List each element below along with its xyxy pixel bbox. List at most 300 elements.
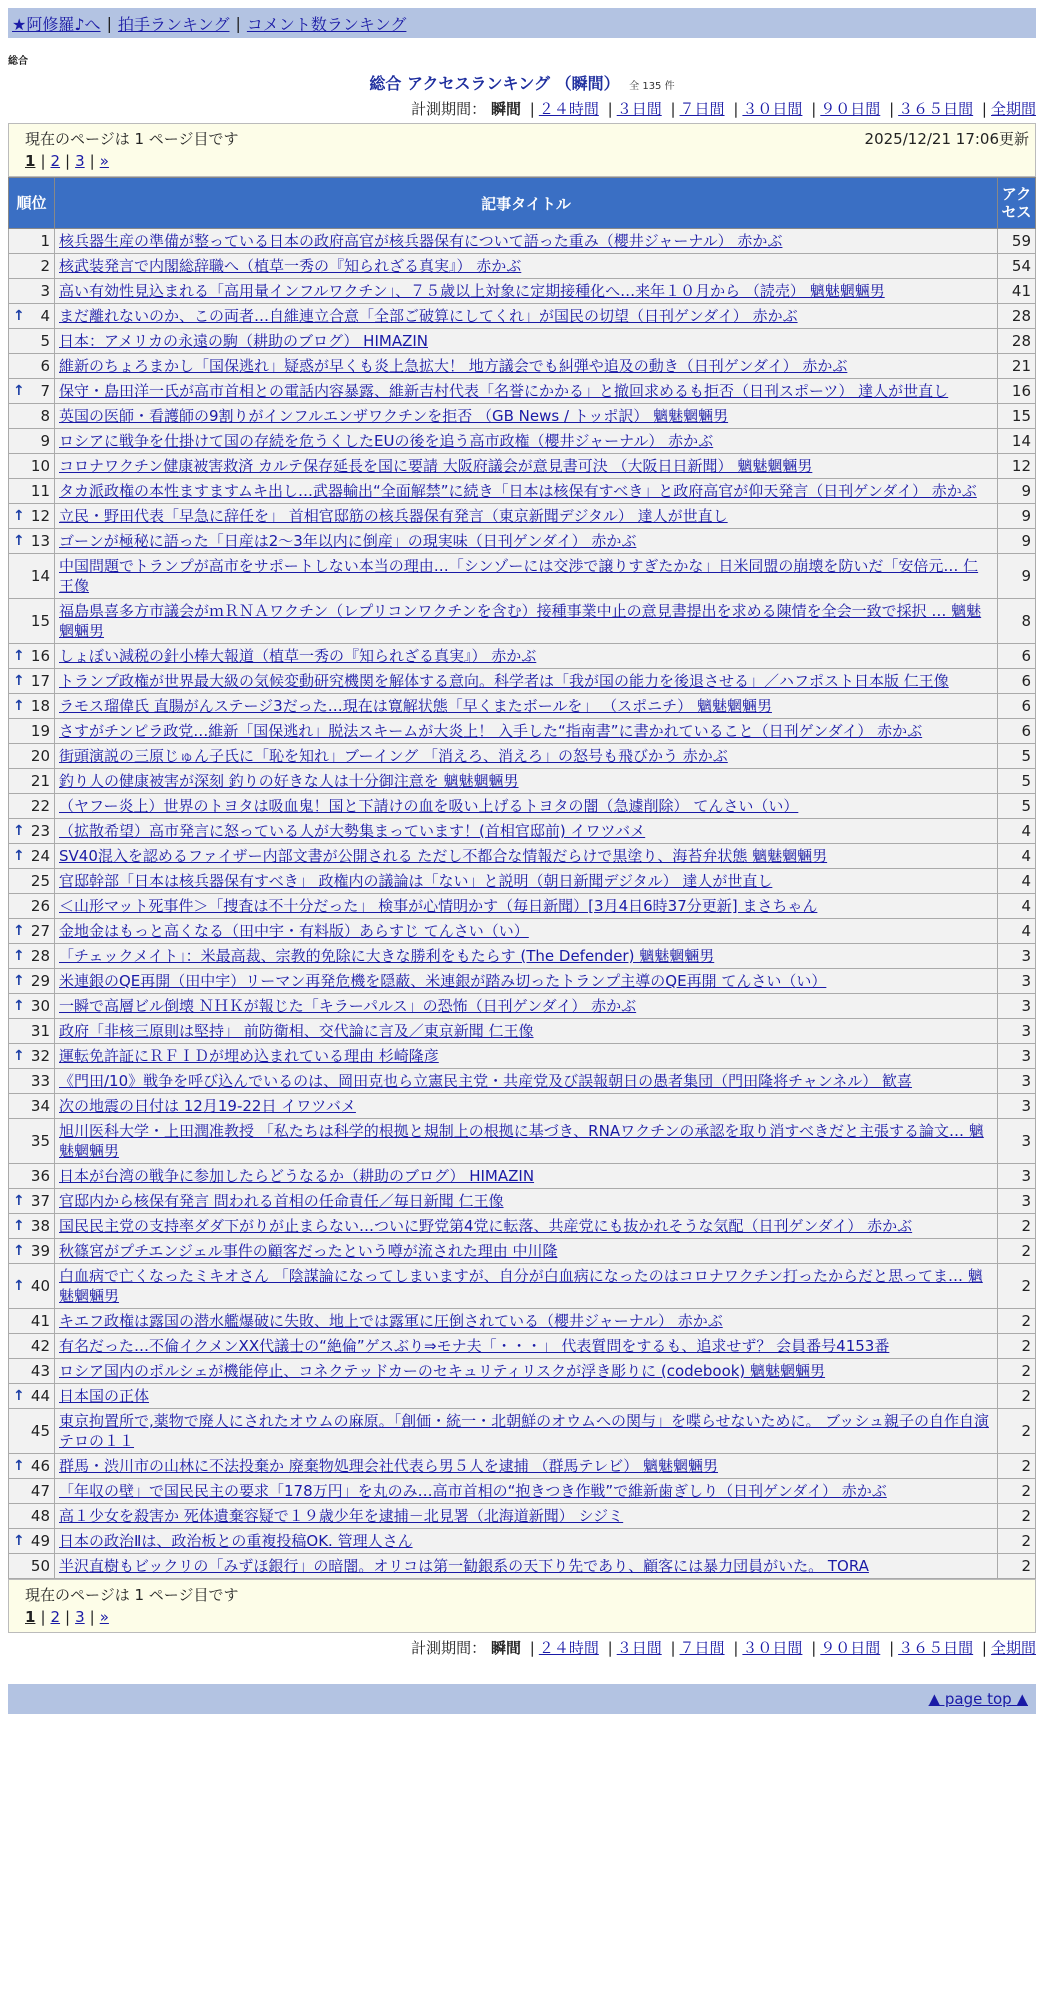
rank-cell	[9, 1529, 55, 1554]
rank-number: 30	[30, 997, 50, 1015]
up-arrow-icon: ↑	[13, 1278, 25, 1294]
rank-cell	[9, 1189, 55, 1214]
rank-number: 29	[30, 972, 50, 990]
rank-number: 36	[30, 1167, 50, 1185]
rank-cell	[9, 944, 55, 969]
article-link[interactable]: 米連銀のQE再開（田中宇）リーマン再発危機を隠蔽、米連銀が踏み切ったトランプ主導のQE再開 てんさい（い）	[59, 972, 827, 990]
title-cell	[55, 744, 998, 769]
access-count: 3	[998, 1044, 1036, 1069]
rank-cell	[9, 1069, 55, 1094]
title-cell	[55, 719, 998, 744]
article-link[interactable]: 釣り人の健康被害が深刻 釣りの好きな人は十分御注意を 魑魅魍魎男	[59, 772, 519, 790]
access-count: 3	[998, 1189, 1036, 1214]
rank-number: 33	[30, 1072, 50, 1090]
period-label-bottom: 計測期間：	[411, 1639, 487, 1657]
table-row	[9, 1309, 1036, 1334]
period-link-30d[interactable]: ３０日間	[742, 100, 803, 118]
page-link-3[interactable]: 3	[75, 152, 85, 170]
access-count: 4	[998, 869, 1036, 894]
rank-number: 49	[30, 1532, 50, 1550]
title-cell	[55, 694, 998, 719]
article-link[interactable]: 政府「非核三原則は堅持」 前防衛相、交代論に言及／東京新聞 仁王像	[59, 1022, 534, 1040]
title-cell	[55, 1309, 998, 1334]
rank-number: 48	[30, 1507, 50, 1525]
access-count: 6	[998, 694, 1036, 719]
access-count: 14	[998, 429, 1036, 454]
up-arrow-icon: ↑	[13, 848, 25, 864]
table-row	[9, 599, 1036, 644]
article-link[interactable]: 金地金はもっと高くなる（田中宇・有料版）あらすじ てんさい（い）	[59, 922, 529, 940]
access-count: 3	[998, 1019, 1036, 1044]
page-link-3-bottom[interactable]: 3	[75, 1608, 85, 1626]
rank-cell	[9, 819, 55, 844]
rank-number: 11	[30, 482, 50, 500]
table-row	[9, 529, 1036, 554]
title-cell	[55, 429, 998, 454]
period-link-30d-bottom[interactable]: ３０日間	[742, 1639, 803, 1657]
table-row	[9, 1069, 1036, 1094]
up-arrow-icon: ↑	[13, 383, 25, 399]
rank-number: 15	[30, 612, 50, 630]
rank-cell	[9, 994, 55, 1019]
access-count: 5	[998, 794, 1036, 819]
rank-cell	[9, 1119, 55, 1164]
rank-number: 42	[30, 1337, 50, 1355]
title-cell	[55, 1409, 998, 1454]
rank-cell	[9, 1334, 55, 1359]
period-link-90d-bottom[interactable]: ９０日間	[820, 1639, 881, 1657]
period-link-7d[interactable]: ７日間	[679, 100, 725, 118]
article-link[interactable]: 英国の医師・看護師の9割りがインフルエンザワクチンを拒否 （GB News / トッポ訳） 魑魅魍魎男	[59, 407, 729, 425]
access-count: 28	[998, 329, 1036, 354]
rank-number: 8	[40, 407, 50, 425]
rank-cell	[9, 919, 55, 944]
rank-cell	[9, 794, 55, 819]
article-link[interactable]: 官邸幹部「日本は核兵器保有すべき」 政権内の議論は「ない」と説明（朝日新聞デジタル） 達人が世直し	[59, 872, 773, 890]
article-link[interactable]: しょぼい減税の針小棒大報道（植草一秀の『知られざる真実』） 赤かぶ	[59, 647, 537, 665]
rank-number: 28	[30, 947, 50, 965]
top-nav-bar	[8, 8, 1036, 38]
access-count: 16	[998, 379, 1036, 404]
ranking-title-block	[0, 71, 1044, 94]
article-link[interactable]: 日本：アメリカの永遠の駒（耕助のブログ） HIMAZIN	[59, 332, 428, 350]
table-row	[9, 1239, 1036, 1264]
access-count: 59	[998, 229, 1036, 254]
rank-number: 37	[30, 1192, 50, 1210]
up-arrow-icon: ↑	[13, 1388, 25, 1404]
rank-number: 26	[30, 897, 50, 915]
table-row	[9, 354, 1036, 379]
title-cell	[55, 1359, 998, 1384]
access-count: 4	[998, 894, 1036, 919]
nav-link-comment-ranking[interactable]: コメント数ランキング	[246, 14, 407, 34]
article-link[interactable]: 福島県喜多方市議会がｍＲＮＡワクチン（レプリコンワクチンを含む）接種事業中止の意見書提出を求める陳情を全会一致で採択 … 魑魅魍魎男	[59, 602, 982, 640]
article-link[interactable]: （ヤフー炎上）世界のトヨタは吸血鬼！国と下請けの血を吸い上げるトヨタの闇（急遽削除） てんさい（い）	[59, 797, 799, 815]
rank-number: 7	[40, 382, 50, 400]
rank-cell	[9, 304, 55, 329]
title-cell	[55, 1504, 998, 1529]
access-count: 2	[998, 1409, 1036, 1454]
table-row	[9, 1264, 1036, 1309]
article-link[interactable]: 国民民主党の支持率ダダ下がりが止まらない…ついに野党第4党に転落、共産党にも抜かれそうな気配（日刊ゲンダイ） 赤かぶ	[59, 1217, 913, 1235]
access-count: 2	[998, 1309, 1036, 1334]
rank-cell	[9, 719, 55, 744]
access-count: 6	[998, 644, 1036, 669]
rank-cell	[9, 529, 55, 554]
article-link[interactable]: （拡散希望）高市発言に怒っている人が大勢集まっています！(首相官邸前) イワツバメ	[59, 822, 646, 840]
table-row	[9, 669, 1036, 694]
access-count: 6	[998, 669, 1036, 694]
table-row	[9, 479, 1036, 504]
rank-number: 22	[30, 797, 50, 815]
title-cell	[55, 944, 998, 969]
title-cell	[55, 254, 998, 279]
access-count: 3	[998, 1069, 1036, 1094]
ranking-title: 総合 アクセスランキング （瞬間）	[369, 74, 620, 93]
title-cell	[55, 919, 998, 944]
rank-number: 4	[40, 307, 50, 325]
access-count: 2	[998, 1529, 1036, 1554]
up-arrow-icon: ↑	[13, 508, 25, 524]
rank-number: 17	[30, 672, 50, 690]
up-arrow-icon: ↑	[13, 973, 25, 989]
rank-number: 35	[30, 1132, 50, 1150]
up-arrow-icon: ↑	[13, 648, 25, 664]
table-row	[9, 944, 1036, 969]
article-link[interactable]: 高１少女を殺害か 死体遺棄容疑で１９歳少年を逮捕－北見署（北海道新聞） シジミ	[59, 1507, 624, 1525]
table-row	[9, 1479, 1036, 1504]
rank-cell	[9, 1504, 55, 1529]
title-cell	[55, 844, 998, 869]
page-top-link[interactable]: ▲ page top ▲	[928, 1690, 1028, 1708]
title-cell	[55, 404, 998, 429]
access-count: 3	[998, 1119, 1036, 1164]
access-count: 3	[998, 1164, 1036, 1189]
article-link[interactable]: 次の地震の日付は 12月19-22日 イワツバメ	[59, 1097, 356, 1115]
title-cell	[55, 1069, 998, 1094]
rank-cell	[9, 669, 55, 694]
rank-cell	[9, 554, 55, 599]
pager-bottom: 現在のページは 1 ページ目です 1 | 2 | 3 | »	[8, 1579, 1036, 1633]
rank-number: 23	[30, 822, 50, 840]
rank-number: 14	[30, 567, 50, 585]
title-cell	[55, 794, 998, 819]
rank-number: 12	[30, 507, 50, 525]
article-link[interactable]: 旭川医科大学・上田潤准教授 「私たちは科学的根拠と規制上の根拠に基づき、RNAワクチンの承認を取り消すべきだと主張する論文… 魑魅魍魎男	[59, 1122, 984, 1160]
access-count: 2	[998, 1214, 1036, 1239]
title-cell	[55, 454, 998, 479]
rank-cell	[9, 354, 55, 379]
article-link[interactable]: 運転免許証にＲＦＩＤが埋め込まれている理由 杉崎隆彦	[59, 1047, 439, 1065]
rank-cell	[9, 1264, 55, 1309]
period-link-90d[interactable]: ９０日間	[820, 100, 881, 118]
article-link[interactable]: ロシアに戦争を仕掛けて国の存続を危うくしたEUの後を追う高市政権（櫻井ジャーナル） 赤かぶ	[59, 432, 714, 450]
page-status: 現在のページは 1 ページ目です	[25, 129, 239, 148]
article-link[interactable]: 秋篠宮がプチエンジェル事件の顧客だったという噂が流された理由 中川隆	[59, 1242, 558, 1260]
period-link-365d[interactable]: ３６５日間	[898, 100, 974, 118]
rank-cell	[9, 1309, 55, 1334]
title-cell	[55, 1334, 998, 1359]
rank-number: 1	[40, 232, 50, 250]
table-row	[9, 1189, 1036, 1214]
page-status-bottom: 現在のページは 1 ページ目です	[25, 1585, 239, 1604]
access-count: 41	[998, 279, 1036, 304]
article-link[interactable]: 日本国の正体	[59, 1387, 150, 1405]
rank-number: 39	[30, 1242, 50, 1260]
up-arrow-icon: ↑	[13, 1193, 25, 1209]
access-count: 2	[998, 1334, 1036, 1359]
access-count: 12	[998, 454, 1036, 479]
article-link[interactable]: 一瞬で高層ビル倒壊 ＮＨＫが報じた「キラーパルス」の恐怖（日刊ゲンダイ） 赤かぶ	[59, 997, 637, 1015]
updated-time: 2025/12/21 17:06更新	[864, 129, 1029, 148]
article-link[interactable]: 立民・野田代表「早急に辞任を」 首相官邸筋の核兵器保有発言（東京新聞デジタル） 達人が世直し	[59, 507, 728, 525]
rank-number: 40	[30, 1277, 50, 1295]
rank-cell	[9, 429, 55, 454]
rank-number: 34	[30, 1097, 50, 1115]
rank-cell	[9, 404, 55, 429]
table-row	[9, 404, 1036, 429]
period-link-24h-bottom[interactable]: ２４時間	[538, 1639, 599, 1657]
access-count: 2	[998, 1264, 1036, 1309]
period-selector-top: 計測期間： 瞬間 | ２４時間 | ３日間 | ７日間 | ３０日間 | ９０日間 | ３６５日間 | 全期間	[411, 100, 1036, 118]
up-arrow-icon: ↑	[13, 1533, 25, 1549]
period-link-all-bottom[interactable]: 全期間	[990, 1639, 1036, 1657]
period-link-365d-bottom[interactable]: ３６５日間	[898, 1639, 974, 1657]
nav-separator: |	[106, 13, 112, 33]
table-row	[9, 254, 1036, 279]
article-link[interactable]: 日本の政治Ⅱは、政治板との重複投稿OK. 管理人さん	[59, 1532, 413, 1550]
header-access: アクセス	[998, 178, 1036, 229]
rank-cell	[9, 329, 55, 354]
period-selector-bottom: 計測期間： 瞬間 | ２４時間 | ３日間 | ７日間 | ３０日間 | ９０日間 | ３６５日間 | 全期間	[411, 1639, 1036, 1657]
title-cell	[55, 769, 998, 794]
title-cell	[55, 279, 998, 304]
access-count: 3	[998, 994, 1036, 1019]
article-link[interactable]: SV40混入を認めるファイザー内部文書が公開される ただし不都合な情報だらけで黒塗り、海苔弁状態 魑魅魍魎男	[59, 847, 828, 865]
rank-number: 41	[30, 1312, 50, 1330]
rank-number: 43	[30, 1362, 50, 1380]
article-link[interactable]: ロシア国内のポルシェが機能停止、コネクテッドカーのセキュリティリスクが浮き彫りに (codebook) 魑魅魍魎男	[59, 1362, 826, 1380]
access-count: 9	[998, 479, 1036, 504]
table-row	[9, 554, 1036, 599]
rank-number: 25	[30, 872, 50, 890]
table-row	[9, 1529, 1036, 1554]
access-count: 6	[998, 719, 1036, 744]
table-row	[9, 694, 1036, 719]
rank-number: 16	[30, 647, 50, 665]
rank-cell	[9, 1384, 55, 1409]
access-count: 2	[998, 1454, 1036, 1479]
rank-cell	[9, 1019, 55, 1044]
rank-cell	[9, 504, 55, 529]
ranking-table	[8, 177, 1036, 1579]
title-cell	[55, 379, 998, 404]
access-count: 2	[998, 1239, 1036, 1264]
access-count: 3	[998, 969, 1036, 994]
rank-cell	[9, 1164, 55, 1189]
table-row	[9, 429, 1036, 454]
ranking-count: 全 135 件	[629, 81, 675, 92]
table-row	[9, 969, 1036, 994]
table-row	[9, 1044, 1036, 1069]
article-link[interactable]: 有名だった…不倫イクメンXX代議士の“絶倫”ゲスぶり⇒モナ夫「・・・」 代表質問をするも、追求せず？ 会員番号4153番	[59, 1337, 890, 1355]
up-arrow-icon: ↑	[13, 923, 25, 939]
table-row	[9, 1164, 1036, 1189]
period-link-3d-bottom[interactable]: ３日間	[616, 1639, 662, 1657]
title-cell	[55, 1214, 998, 1239]
access-count: 3	[998, 944, 1036, 969]
title-cell	[55, 504, 998, 529]
access-count: 5	[998, 769, 1036, 794]
title-cell	[55, 599, 998, 644]
access-count: 9	[998, 504, 1036, 529]
period-current-bottom: 瞬間	[490, 1639, 521, 1657]
rank-number: 32	[30, 1047, 50, 1065]
article-link[interactable]: ＜山形マット死事件＞「捜査は不十分だった」 検事が心情明かす（毎日新聞）[3月4日6時37分更新] まさちゃん	[59, 897, 818, 915]
page-link-2[interactable]: 2	[50, 152, 61, 170]
access-count: 9	[998, 529, 1036, 554]
rank-cell	[9, 479, 55, 504]
article-link[interactable]: まだ離れないのか、この両者…自維連立合意「全部ご破算にしてくれ」が国民の切望（日刊ゲンダイ） 赤かぶ	[59, 307, 798, 325]
title-cell	[55, 1384, 998, 1409]
article-link[interactable]: タカ派政権の本性ますますムキ出し…武器輸出“全面解禁”に続き「日本は核保有すべき」と政府高官が仰天発言（日刊ゲンダイ） 赤かぶ	[59, 482, 977, 500]
rank-number: 10	[30, 457, 50, 475]
page-link-next-bottom[interactable]: »	[99, 1608, 109, 1626]
article-link[interactable]: ゴーンが極秘に語った「日産は2～3年以内に倒産」の現実味（日刊ゲンダイ） 赤かぶ	[59, 532, 637, 550]
title-cell	[55, 994, 998, 1019]
nav-link-clap-ranking[interactable]: 拍手ランキング	[117, 14, 230, 34]
article-link[interactable]: 官邸内から核保有発言 問われる首相の任命責任／毎日新聞 仁王像	[59, 1192, 504, 1210]
article-link[interactable]: 《門田/10》戦争を呼び込んでいるのは、岡田克也ら立憲民主党・共産党及び誤報朝日の愚者集団（門田隆将チャンネル） 歓喜	[59, 1072, 913, 1090]
up-arrow-icon: ↑	[13, 698, 25, 714]
nav-separator: |	[235, 13, 241, 33]
rank-number: 27	[30, 922, 50, 940]
article-link[interactable]: 高い有効性見込まれる「高用量インフルワクチン」、７５歳以上対象に定期接種化へ…来年１０月から （読売） 魑魅魍魎男	[59, 282, 885, 300]
article-link[interactable]: 「チェックメイト」：米最高裁、宗教的免除に大きな勝利をもたらす (The Defender) 魑魅魍魎男	[59, 947, 715, 965]
rank-cell	[9, 279, 55, 304]
up-arrow-icon: ↑	[13, 308, 25, 324]
title-cell	[55, 1019, 998, 1044]
article-link[interactable]: 核武装発言で内閣総辞職へ（植草一秀の『知られざる真実』） 赤かぶ	[59, 257, 522, 275]
table-row	[9, 719, 1036, 744]
article-link[interactable]: コロナワクチン健康被害救済 カルテ保存延長を国に要請 大阪府議会が意見書可決 （大阪日日新聞） 魑魅魍魎男	[59, 457, 813, 475]
table-row	[9, 1334, 1036, 1359]
header-rank: 順位	[9, 178, 55, 229]
rank-cell	[9, 254, 55, 279]
period-link-24h[interactable]: ２４時間	[538, 100, 599, 118]
article-link[interactable]: さすがチンピラ政党…維新「国保逃れ」脱法スキームが大炎上！ 入手した“指南書”に書かれていること（日刊ゲンダイ） 赤かぶ	[59, 722, 923, 740]
page-current: 1	[25, 152, 36, 170]
title-cell	[55, 1264, 998, 1309]
access-count: 8	[998, 599, 1036, 644]
rank-number: 19	[30, 722, 50, 740]
page-link-2-bottom[interactable]: 2	[50, 1608, 61, 1626]
article-link[interactable]: トランプ政権が世界最大級の気候変動研究機関を解体する意向。科学者は「我が国の能力を後退させる」／ハフポスト日本版 仁王像	[59, 672, 949, 690]
access-count: 28	[998, 304, 1036, 329]
article-link[interactable]: キエフ政権は露国の潜水艦爆破に失敗、地上では露軍に圧倒されている（櫻井ジャーナル） 赤かぶ	[59, 1312, 723, 1330]
rank-number: 9	[40, 432, 50, 450]
article-link[interactable]: 白血病で亡くなったミキオさん 「陰謀論になってしまいますが、自分が白血病になったのはコロナワクチン打ったからだと思ってま… 魑魅魍魎男	[59, 1267, 983, 1305]
article-link[interactable]: 核兵器生産の準備が整っている日本の政府高官が核兵器保有について語った重み（櫻井ジャーナル） 赤かぶ	[59, 232, 783, 250]
ranking-table-body	[9, 229, 1036, 1579]
table-row	[9, 1504, 1036, 1529]
title-cell	[55, 1119, 998, 1164]
access-count: 2	[998, 1504, 1036, 1529]
rank-number: 45	[30, 1422, 50, 1440]
nav-link-ashura[interactable]: ★阿修羅♪へ	[12, 14, 101, 34]
title-cell	[55, 1479, 998, 1504]
pager-top: 現在のページは 1 ページ目です 2025/12/21 17:06更新 1 | 2 | 3 | »	[8, 123, 1036, 177]
section-label: 総合	[8, 56, 28, 67]
bottom-bar	[8, 1684, 1036, 1714]
article-link[interactable]: 東京拘置所で,薬物で廃人にされたオウムの麻原。「創価・統一・北朝鮮のオウムへの関与」を喋らせないために。 ブッシュ親子の自作自演テロの１１	[59, 1412, 989, 1450]
up-arrow-icon: ↑	[13, 1048, 25, 1064]
rank-cell	[9, 1239, 55, 1264]
table-row	[9, 869, 1036, 894]
table-row	[9, 504, 1036, 529]
title-cell	[55, 479, 998, 504]
article-link[interactable]: 「年収の壁」で国民民主の要求「178万円」を丸のみ…高市首相の“抱きつき作戦”で維新歯ぎしり（日刊ゲンダイ） 赤かぶ	[59, 1482, 887, 1500]
article-link[interactable]: ラモス瑠偉氏 直腸がんステージ3だった…現在は寛解状態「早くまたボールを」 （スポニチ） 魑魅魍魎男	[59, 697, 772, 715]
article-link[interactable]: 保守・島田洋一氏が高市首相との電話内容暴露、維新吉村代表「名誉にかかる」と撤回求めるも拒否（日刊スポーツ） 達人が世直し	[59, 382, 949, 400]
access-count: 15	[998, 404, 1036, 429]
rank-cell	[9, 1214, 55, 1239]
table-row	[9, 454, 1036, 479]
rank-number: 3	[40, 282, 50, 300]
rank-cell	[9, 1554, 55, 1579]
rank-cell	[9, 599, 55, 644]
title-cell	[55, 644, 998, 669]
rank-number: 38	[30, 1217, 50, 1235]
rank-cell	[9, 1454, 55, 1479]
access-count: 2	[998, 1384, 1036, 1409]
rank-number: 46	[30, 1457, 50, 1475]
article-link[interactable]: 維新のちょろまかし「国保逃れ」疑惑が早くも炎上急拡大！ 地方議会でも糾弾や追及の動き（日刊ゲンダイ） 赤かぶ	[59, 357, 848, 375]
title-cell	[55, 669, 998, 694]
rank-number: 44	[30, 1387, 50, 1405]
access-count: 3	[998, 1094, 1036, 1119]
article-link[interactable]: 日本が台湾の戦争に参加したらどうなるか（耕助のブログ） HIMAZIN	[59, 1167, 535, 1185]
table-row	[9, 379, 1036, 404]
table-row	[9, 819, 1036, 844]
period-link-7d-bottom[interactable]: ７日間	[679, 1639, 725, 1657]
table-row	[9, 794, 1036, 819]
title-cell	[55, 354, 998, 379]
access-count: 9	[998, 554, 1036, 599]
page-link-next[interactable]: »	[99, 152, 109, 170]
article-link[interactable]: 中国問題でトランプが高市をサポートしない本当の理由…「シンゾーには交渉で譲りすぎたかな」日米同盟の崩壊を防いだ「安倍元… 仁王像	[59, 557, 979, 595]
rank-cell	[9, 769, 55, 794]
rank-cell	[9, 744, 55, 769]
rank-cell	[9, 869, 55, 894]
article-link[interactable]: 半沢直樹もビックリの「みずほ銀行」の暗闇。オリコは第一勧銀系の天下り先であり、顧客には暴力団員がいた。 TORA	[59, 1557, 869, 1575]
period-link-all[interactable]: 全期間	[990, 100, 1036, 118]
access-count: 2	[998, 1554, 1036, 1579]
article-link[interactable]: 街頭演説の三原じゅん子氏に「恥を知れ」ブーイング 「消えろ、消えろ」の怒号も飛びかう 赤かぶ	[59, 747, 728, 765]
up-arrow-icon: ↑	[13, 1243, 25, 1259]
up-arrow-icon: ↑	[13, 1218, 25, 1234]
table-row	[9, 894, 1036, 919]
table-row	[9, 1384, 1036, 1409]
article-link[interactable]: 群馬・渋川市の山林に不法投棄か 廃棄物処理会社代表ら男５人を逮捕 （群馬テレビ） 魑魅魍魎男	[59, 1457, 719, 1475]
title-cell	[55, 1164, 998, 1189]
period-link-3d[interactable]: ３日間	[616, 100, 662, 118]
title-cell	[55, 819, 998, 844]
table-row	[9, 1119, 1036, 1164]
rank-cell	[9, 969, 55, 994]
access-count: 2	[998, 1359, 1036, 1384]
table-row	[9, 1359, 1036, 1384]
